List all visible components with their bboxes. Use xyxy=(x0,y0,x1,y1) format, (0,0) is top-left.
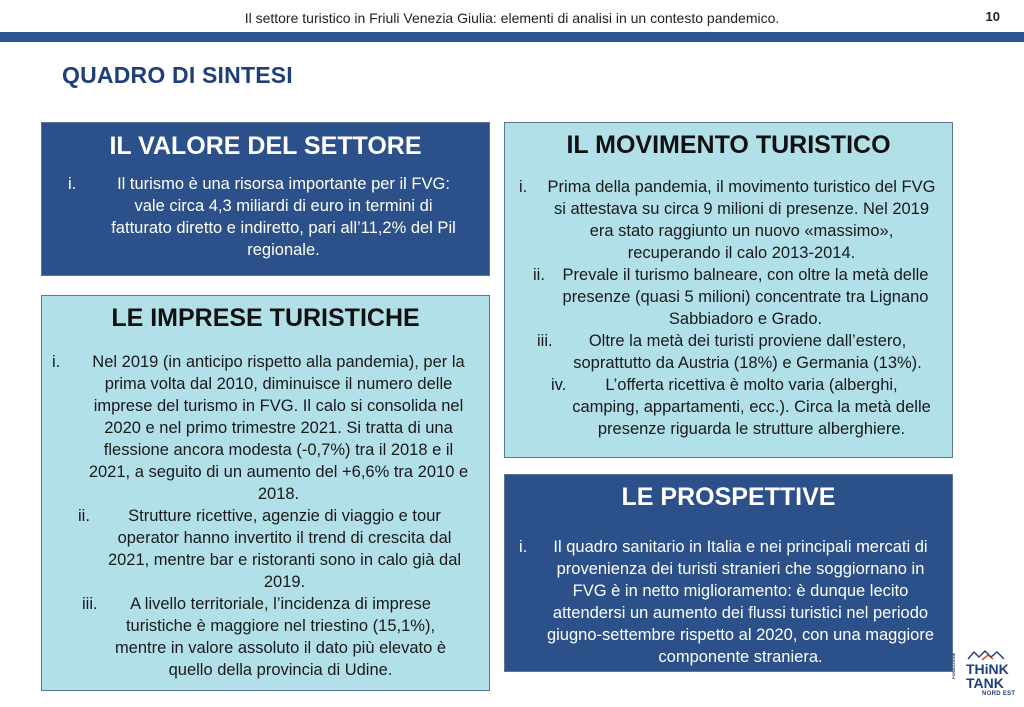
list-item xyxy=(515,176,942,264)
list-item xyxy=(515,374,942,440)
list-marker: iii. xyxy=(82,595,98,613)
list-item-text: Prevale il turismo balneare, con oltre la metà delle presenze (quasi 5 milioni) concentrate tra Lignano Sabbiadoro e Grado. xyxy=(562,266,929,328)
list-item-text: Prima della pandemia, il movimento turistico del FVG si attestava su circa 9 milioni di presenze. Nel 2019 era stato raggiunto un nuovo «massimo», recuperando il calo 2013-2014. xyxy=(547,178,936,262)
list-marker: ii. xyxy=(533,266,545,284)
list-item xyxy=(52,351,479,505)
document-header-title: Il settore turistico in Friuli Venezia Giulia: elementi di analisi in un contesto pandemico. xyxy=(244,10,780,26)
list-marker: iii. xyxy=(537,332,553,350)
box-title: IL MOVIMENTO TURISTICO xyxy=(566,131,891,159)
box-title: IL VALORE DEL SETTORE xyxy=(109,132,422,160)
list-marker: ii. xyxy=(78,507,90,525)
list-item-text: Strutture ricettive, agenzie di viaggio e tour operator hanno invertito il trend di crescita dal 2021, mentre bar e ristoranti sono in calo già dal 2019. xyxy=(107,507,462,591)
logo-tank-text: TANK xyxy=(966,675,1004,691)
box-valore-del-settore xyxy=(41,122,490,276)
list-item-text: Nel 2019 (in anticipo rispetto alla pandemia), per la prima volta dal 2010, diminuisce il numero delle imprese del turismo in FVG. Il calo si consolida nel 2020 e nel primo trimestre 2021. Si tratta di una flessione ancora modesta (-0,7%) tra il 2018 e il 2021, a seguito di un aumento del +6,6% tra 2010 e 2018. xyxy=(88,353,469,503)
list-marker: i. xyxy=(52,353,61,371)
list-item xyxy=(52,593,479,681)
box-title: LE IMPRESE TURISTICHE xyxy=(111,304,420,332)
header-divider-bar xyxy=(0,32,1024,42)
list-item-text: A livello territoriale, l’incidenza di imprese turistiche è maggiore nel triestino (15,1%), mentre in valore assoluto il dato più elevato è quello della provincia di Udine. xyxy=(114,595,447,679)
list-item-text: Il turismo è una risorsa importante per il FVG: vale circa 4,3 miliardi di euro in termini di fatturato diretto e indiretto, pari all’11,2% del Pil regionale. xyxy=(111,175,456,259)
mountain-peaks-icon xyxy=(958,649,1016,661)
list-item xyxy=(515,264,942,330)
logo-small-text: FONDAZIONE xyxy=(951,652,956,679)
logo-nordest-text: NORD EST xyxy=(982,691,1016,697)
list-item-text: Oltre la metà dei turisti proviene dall’estero, soprattutto da Austria (18%) e Germania (13%). xyxy=(573,332,922,372)
list-item xyxy=(68,173,463,261)
slide-title: QUADRO DI SINTESI xyxy=(62,62,293,88)
list-item xyxy=(517,536,940,668)
box-list xyxy=(517,536,940,668)
box-prospettive xyxy=(504,474,953,672)
box-title: LE PROSPETTIVE xyxy=(621,483,836,511)
box-list xyxy=(66,173,465,261)
list-marker: i. xyxy=(519,178,528,196)
list-marker: i. xyxy=(519,538,528,556)
list-item xyxy=(52,505,479,593)
think-tank-nord-est-logo xyxy=(951,649,1016,701)
list-marker: iv. xyxy=(551,376,567,394)
box-movimento-turistico xyxy=(504,122,953,458)
list-item-text: L’offerta ricettiva è molto varia (alberghi, camping, appartamenti, ecc.). Circa la metà delle presenze riguarda le strutture alberghiere. xyxy=(572,376,931,438)
logo-think-text: THiNK xyxy=(966,661,1009,677)
box-list xyxy=(515,176,942,440)
list-item xyxy=(515,330,942,374)
box-imprese-turistiche xyxy=(41,295,490,691)
list-marker: i. xyxy=(68,175,77,193)
page-number: 10 xyxy=(985,9,1000,24)
list-item-text: Il quadro sanitario in Italia e nei principali mercati di provenienza dei turisti stranieri che soggiornano in FVG è in netto miglioramento: è dunque lecito attendersi un aumento dei flussi turistici nel periodo giugno-settembre rispetto al 2020, con una maggiore componente straniera. xyxy=(546,538,935,666)
box-list xyxy=(52,351,479,681)
